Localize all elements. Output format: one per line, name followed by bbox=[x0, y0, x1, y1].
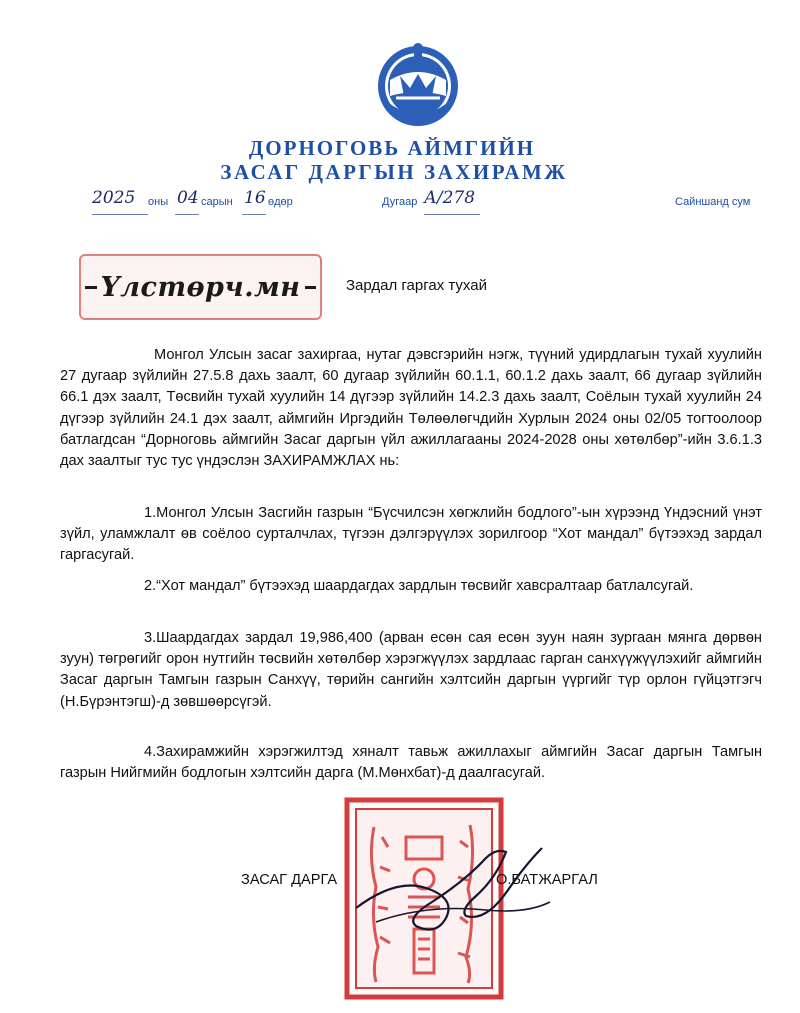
org-name-line1: ДОРНОГОВЬ АЙМГИЙН bbox=[248, 136, 536, 160]
document-subject: Зардал гаргах тухай bbox=[346, 277, 487, 294]
document-number: А/278 bbox=[424, 188, 476, 208]
paragraph-item-3: 3.Шаардагдах зардал 19,986,400 (арван есөн сая есөн зуун наян зургаан мянга дөрвөн зуун) төгрөгийг орон нутгийн төсвийн хөтөлбөр хэрэгжүүлэх зардлаас гарган санхүүжүүлэхийг аймгийн Засаг даргын Тамгын газрын Санхүү, төрийн сангийн хэлтсийн даргын үүргийг түр орлон гүйцэтгэгч (Н.Бүрэнтэгш)-д зөвшөөрсүгэй. bbox=[60, 630, 762, 710]
date-month: 04 bbox=[177, 188, 199, 208]
watermark-text: Үлстөрч.мн bbox=[100, 271, 301, 303]
org-name-line2: ЗАСАГ ДАРГЫН ЗАХИРАМЖ bbox=[220, 160, 568, 184]
paragraph-item-2: 2.“Хот мандал” бүтээхэд шаардагдах зардлын төсвийг хавсралтаар батлалсугай. bbox=[144, 578, 694, 594]
signatory-title: ЗАСАГ ДАРГА bbox=[241, 872, 338, 888]
state-emblem-icon bbox=[370, 36, 466, 132]
date-month-suffix: сарын bbox=[201, 196, 233, 208]
paragraph-item-4: 4.Захирамжийн хэрэгжилтэд хяналт тавьж ажиллахыг аймгийн Засаг даргын Тамгын газрын Нийгмийн бодлогын хэлтсийн дарга (М.Мөнхбат)-д даалгасугай. bbox=[60, 744, 762, 782]
paragraph-intro: Монгол Улсын засаг захиргаа, нутаг дэвсгэрийн нэгж, түүний удирдлагын тухай хуулийн 27 дугаар зүйлийн 27.5.8 дахь заалт, 60 дугаар зүйлийн 60.1.1, 60.1.2 дахь заалт, 66 дугаар зүйлийн 66.1 дэх заалт, Төсвийн тухай хуулийн 14 дүгээр зүйлийн 14.2.3 дахь заалт, Соёлын тухай хуулийн 24 дүгээр зүйлийн 24.1 дэх заалт, аймгийн Иргэдийн Төлөөлөгчдийн Хурлын 2024 оны 02/05 тогтоолоор батлагдсан “Дорноговь аймгийн Засаг даргын үйл ажиллагааны 2024-2028 оны хөтөлбөр”-ийн 3.6.1.3 дах заалтыг тус тус үндэслэн ЗАХИРАМЖЛАХ нь: bbox=[60, 347, 762, 470]
watermark-logo bbox=[79, 254, 322, 320]
paragraph-item-1: 1.Монгол Улсын Засгийн газрын “Бүсчилсэн хөгжлийн бодлого”-ын хүрээнд Үндэсний үнэт зүйл, уламжлалт өв соёлоо сурталчлах, түгээн дэлгэрүүлэх зорилгоор “Хот мандал” бүтээхэд зардал гаргасугай. bbox=[60, 505, 762, 564]
signatory-name: О.БАТЖАРГАЛ bbox=[496, 872, 598, 888]
date-day-suffix: өдөр bbox=[268, 196, 293, 208]
date-year: 2025 bbox=[92, 188, 136, 208]
document-number-label: Дугаар bbox=[382, 196, 418, 208]
place-name: Сайншанд сум bbox=[675, 196, 751, 208]
date-year-suffix: оны bbox=[148, 196, 169, 208]
date-day: 16 bbox=[244, 188, 266, 208]
